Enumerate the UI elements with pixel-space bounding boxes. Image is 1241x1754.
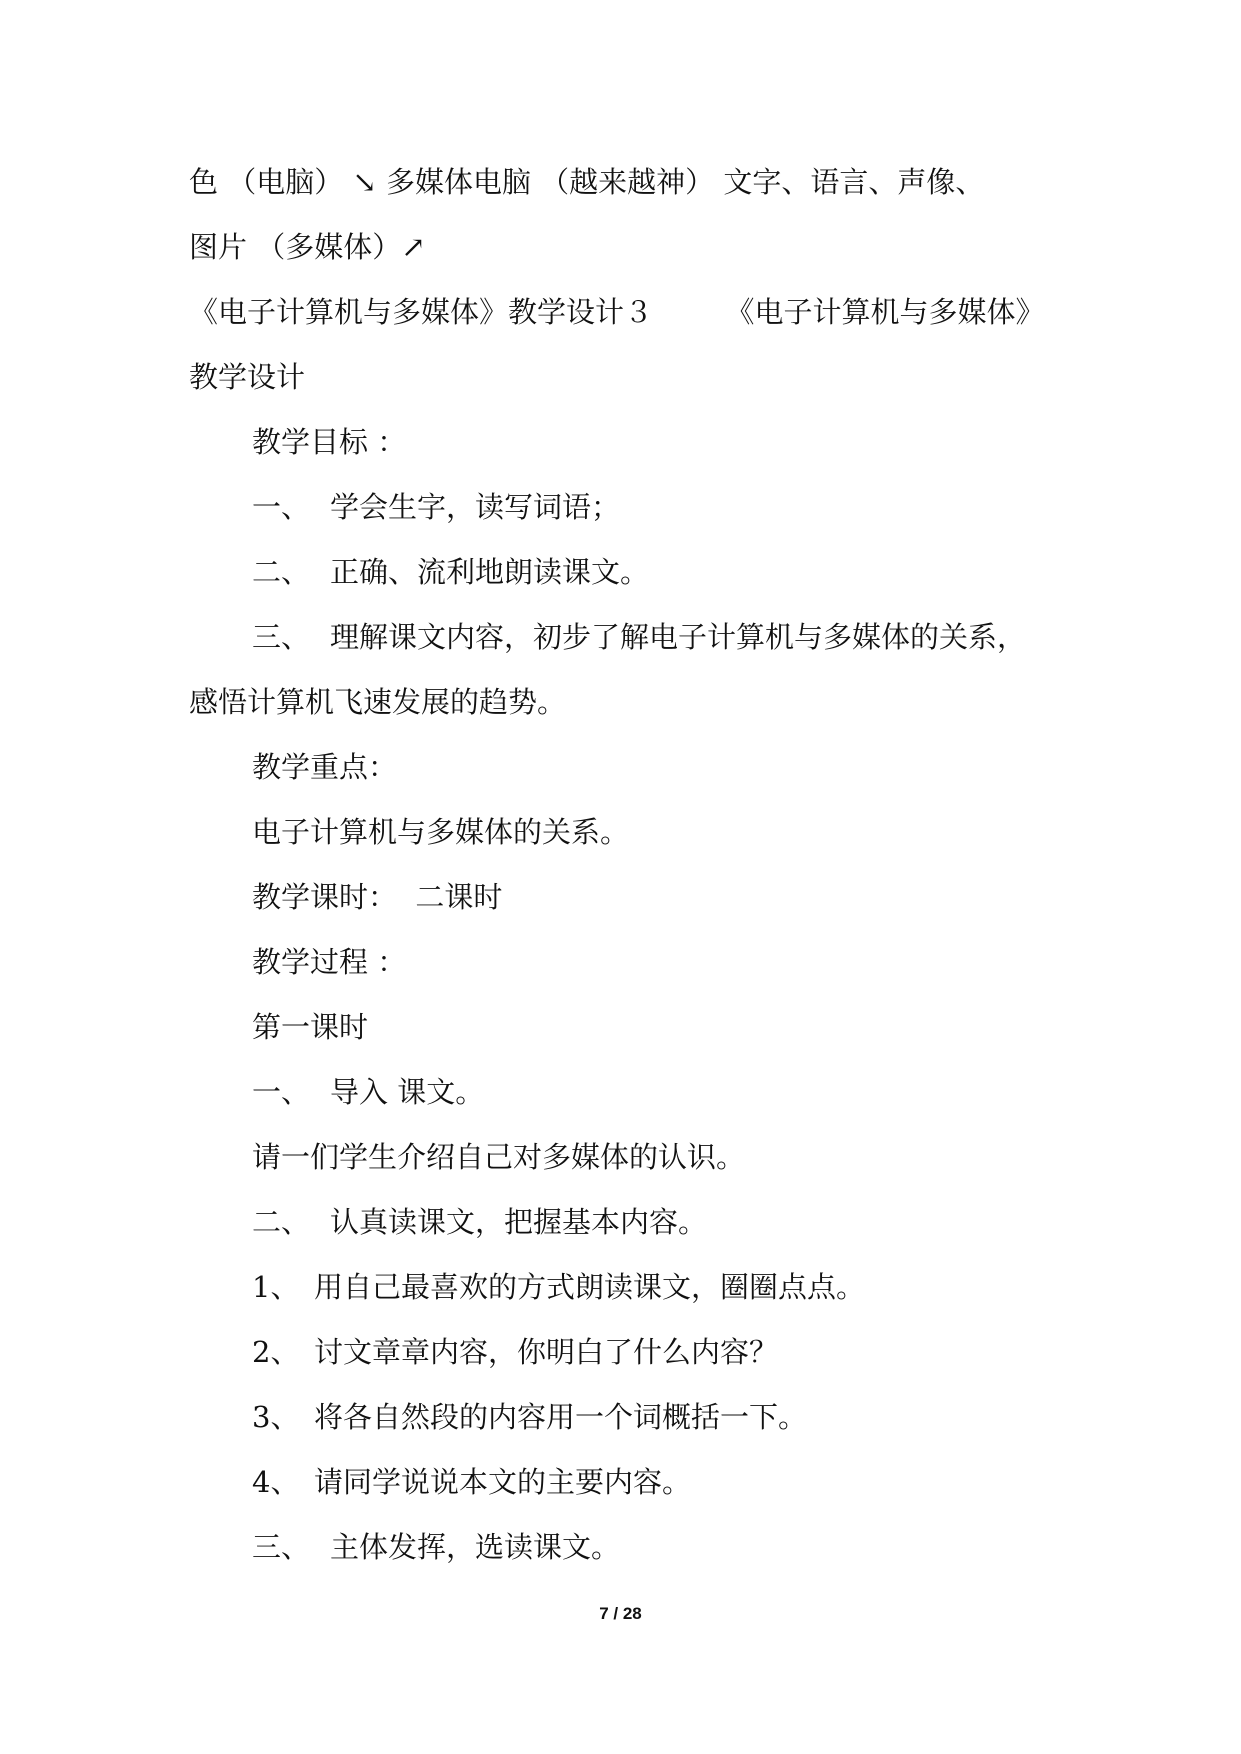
list-item xyxy=(252,1399,807,1435)
list-item-number: 3、 xyxy=(252,1400,300,1434)
list-item-number: 4、 xyxy=(252,1465,300,1499)
text-line: 感悟计算机飞速发展的趋势。 xyxy=(189,685,567,719)
list-item xyxy=(252,1269,865,1305)
list-item-text: 请同学说说本文的主要内容。 xyxy=(314,1465,692,1499)
list-item-number: 一、 xyxy=(252,1075,311,1109)
list-item-number: 二、 xyxy=(252,555,311,589)
list-item-text: 学会生字，读写词语； xyxy=(330,490,621,524)
list-item-number: 2、 xyxy=(252,1335,300,1369)
list-item-number: 二、 xyxy=(252,1205,311,1239)
list-item-text: 主体发挥，选读课文。 xyxy=(330,1530,621,1564)
text-line: 教学设计 xyxy=(189,360,306,394)
text-line: 图片 （多媒体）↗ xyxy=(189,230,426,264)
list-item-number: 三、 xyxy=(252,1530,311,1564)
list-item xyxy=(252,1204,707,1240)
list-item-number: 一、 xyxy=(252,490,311,524)
list-item-text: 用自己最喜欢的方式朗读课文，圈圈点点。 xyxy=(314,1270,866,1304)
text-line: 电子计算机与多媒体的关系。 xyxy=(252,815,630,849)
list-item xyxy=(252,1464,691,1500)
text-line: 《电子计算机与多媒体》教学设计３ 《电子计算机与多媒体》 xyxy=(189,295,1045,329)
list-item-text: 将各自然段的内容用一个词概括一下。 xyxy=(314,1400,808,1434)
list-item-number: 三、 xyxy=(252,620,311,654)
text-line: 请一们学生介绍自己对多媒体的认识。 xyxy=(252,1140,746,1174)
list-item xyxy=(252,1074,484,1110)
text-line: 教学课时： 二课时 xyxy=(252,880,503,914)
list-item-text: 认真读课文，把握基本内容。 xyxy=(330,1205,708,1239)
section-heading: 教学目标 ： xyxy=(252,425,407,459)
list-item xyxy=(252,554,649,590)
list-item-text: 导入 课文。 xyxy=(330,1075,485,1109)
list-item xyxy=(252,1529,620,1565)
list-item xyxy=(252,619,1026,655)
list-item-text: 理解课文内容，初步了解电子计算机与多媒体的关系， xyxy=(330,620,1027,654)
list-item xyxy=(252,1334,778,1370)
list-item-text: 正确、流利地朗读课文。 xyxy=(330,555,650,589)
list-item xyxy=(252,489,620,525)
section-heading: 教学重点： xyxy=(252,750,398,784)
list-item-number: 1、 xyxy=(252,1270,300,1304)
text-line: 色 （电脑） ↘ 多媒体电脑 （越来越神） 文字、语言、声像、 xyxy=(189,165,985,199)
section-heading: 第一课时 xyxy=(252,1010,369,1044)
list-item-text: 讨文章章内容，你明白了什么内容？ xyxy=(314,1335,779,1369)
page-number: 7 / 28 xyxy=(599,1604,642,1623)
section-heading: 教学过程 ： xyxy=(252,945,407,979)
